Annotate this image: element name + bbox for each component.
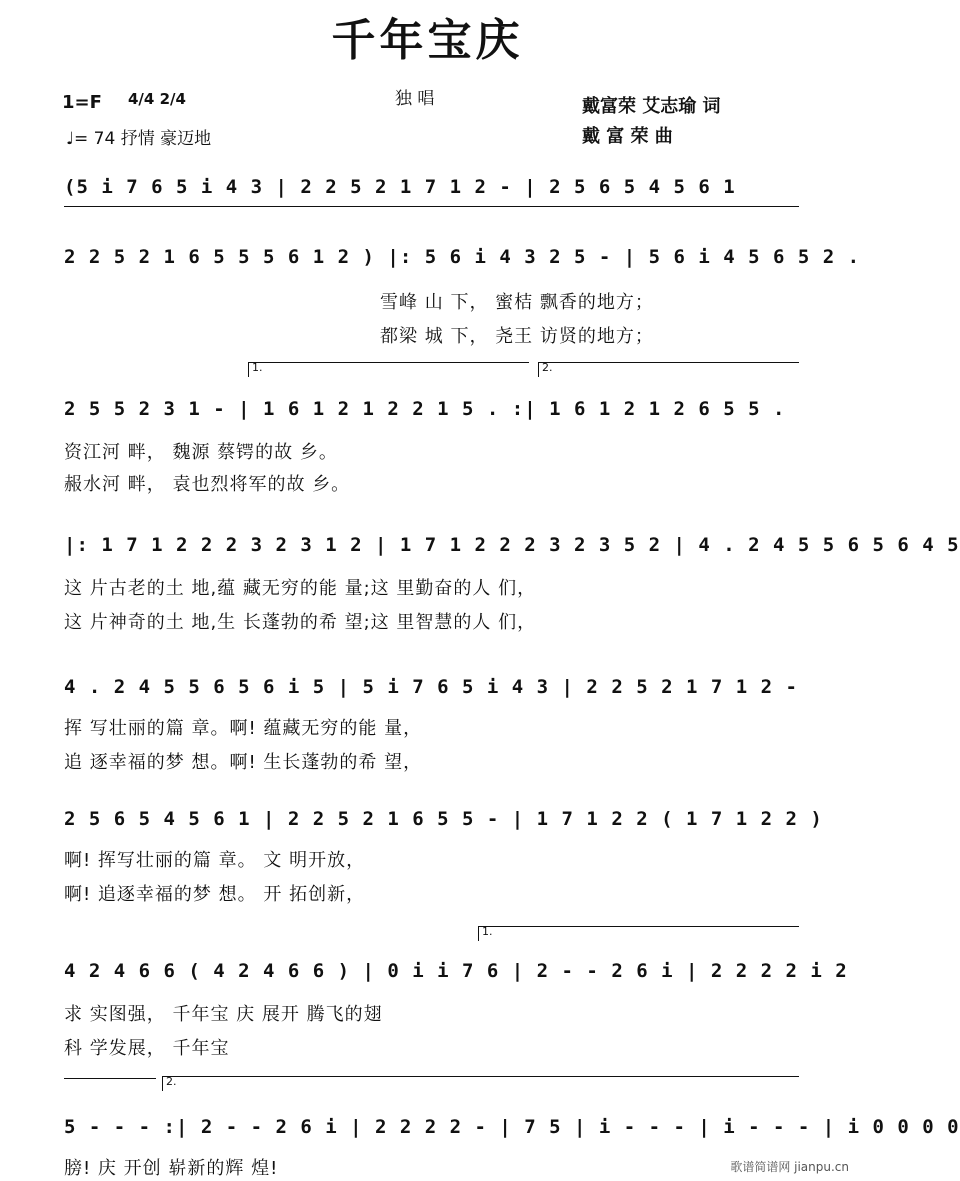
- volta-2: 2.: [538, 362, 799, 377]
- lyric-line: 雪峰 山 下， 蜜桔 飘香的地方；: [380, 292, 654, 313]
- volta-1: 1.: [248, 362, 529, 377]
- notation-row: |: 1 7 1 2 2 2 3 2 3 1 2 | 1 7 1 2 2 2 3 2 3 5 2 | 4 . 2 4 5 5 6 5 6 4 5: [64, 534, 960, 556]
- lyric-line: 这 片古老的土 地,蕴 藏无穷的能 量;这 里勤奋的人 们，: [64, 578, 537, 599]
- tempo-marking: ♩= 74 抒情 豪迈地: [66, 129, 212, 149]
- notation-row: 2 5 5 2 3 1 - | 1 6 1 2 1 2 2 1 5 . :| 1 6 1 2 1 2 6 5 5 .: [64, 398, 786, 420]
- key-signature: 1=F: [62, 92, 102, 113]
- lyric-line: 资江河 畔， 魏源 蔡锷的故 乡。: [64, 442, 338, 463]
- volta-1: 1.: [478, 926, 799, 941]
- lyric-line: 赧水河 畔， 袁也烈将军的故 乡。: [64, 474, 351, 495]
- lyric-line: 啊! 挥写壮丽的篇 章。 文 明开放，: [64, 850, 366, 871]
- composer-credit: 戴 富 荣 曲: [582, 126, 673, 147]
- lyric-line: 膀! 庆 开创 崭新的辉 煌!: [64, 1158, 279, 1179]
- notation-row: 4 . 2 4 5 5 6 5 6 i 5 | 5 i 7 6 5 i 4 3 | 2 2 5 2 1 7 1 2 -: [64, 676, 798, 698]
- notation-row: 2 5 6 5 4 5 6 1 | 2 2 5 2 1 6 5 5 - | 1 7 1 2 2 ( 1 7 1 2 2 ): [64, 808, 823, 830]
- notation-row: 4 2 4 6 6 ( 4 2 4 6 6 ) | 0 i i 7 6 | 2 - - 2 6 i | 2 2 2 2 i 2: [64, 960, 848, 982]
- lyric-line: 都梁 城 下， 尧王 访贤的地方；: [380, 326, 654, 347]
- lyric-line: 求 实图强， 千年宝 庆 展开 腾飞的翅: [64, 1004, 383, 1025]
- watermark: 歌谱简谱网 jianpu.cn: [730, 1160, 849, 1174]
- song-title: 千年宝庆: [331, 15, 524, 66]
- notation-row: 2 2 5 2 1 6 5 5 5 6 1 2 ) |: 5 6 i 4 3 2 5 - | 5 6 i 4 5 6 5 2 .: [64, 246, 861, 268]
- notation-row: (5 i 7 6 5 i 4 3 | 2 2 5 2 1 7 1 2 - | 2 5 6 5 4 5 6 1: [64, 176, 736, 198]
- lyric-line: 科 学发展， 千年宝: [64, 1038, 230, 1059]
- time-signature: 4/4 2/4: [128, 90, 186, 108]
- notation-row: 5 - - - :| 2 - - 2 6 i | 2 2 2 2 - | 7 5 | i - - - | i - - - | i 0 0 0 0: [64, 1116, 960, 1138]
- lyricist-credit: 戴富荣 艾志瑜 词: [582, 96, 721, 117]
- divider: [64, 206, 799, 207]
- lyric-line: 追 逐幸福的梦 想。啊! 生长蓬勃的希 望，: [64, 752, 423, 773]
- lyric-line: 啊! 追逐幸福的梦 想。 开 拓创新，: [64, 884, 366, 905]
- lyric-line: 挥 写壮丽的篇 章。啊! 蕴藏无穷的能 量，: [64, 718, 423, 739]
- performance-type: 独 唱: [395, 89, 435, 109]
- volta-2: 2.: [162, 1076, 799, 1091]
- divider: [64, 1078, 156, 1079]
- lyric-line: 这 片神奇的土 地,生 长蓬勃的希 望;这 里智慧的人 们，: [64, 612, 537, 633]
